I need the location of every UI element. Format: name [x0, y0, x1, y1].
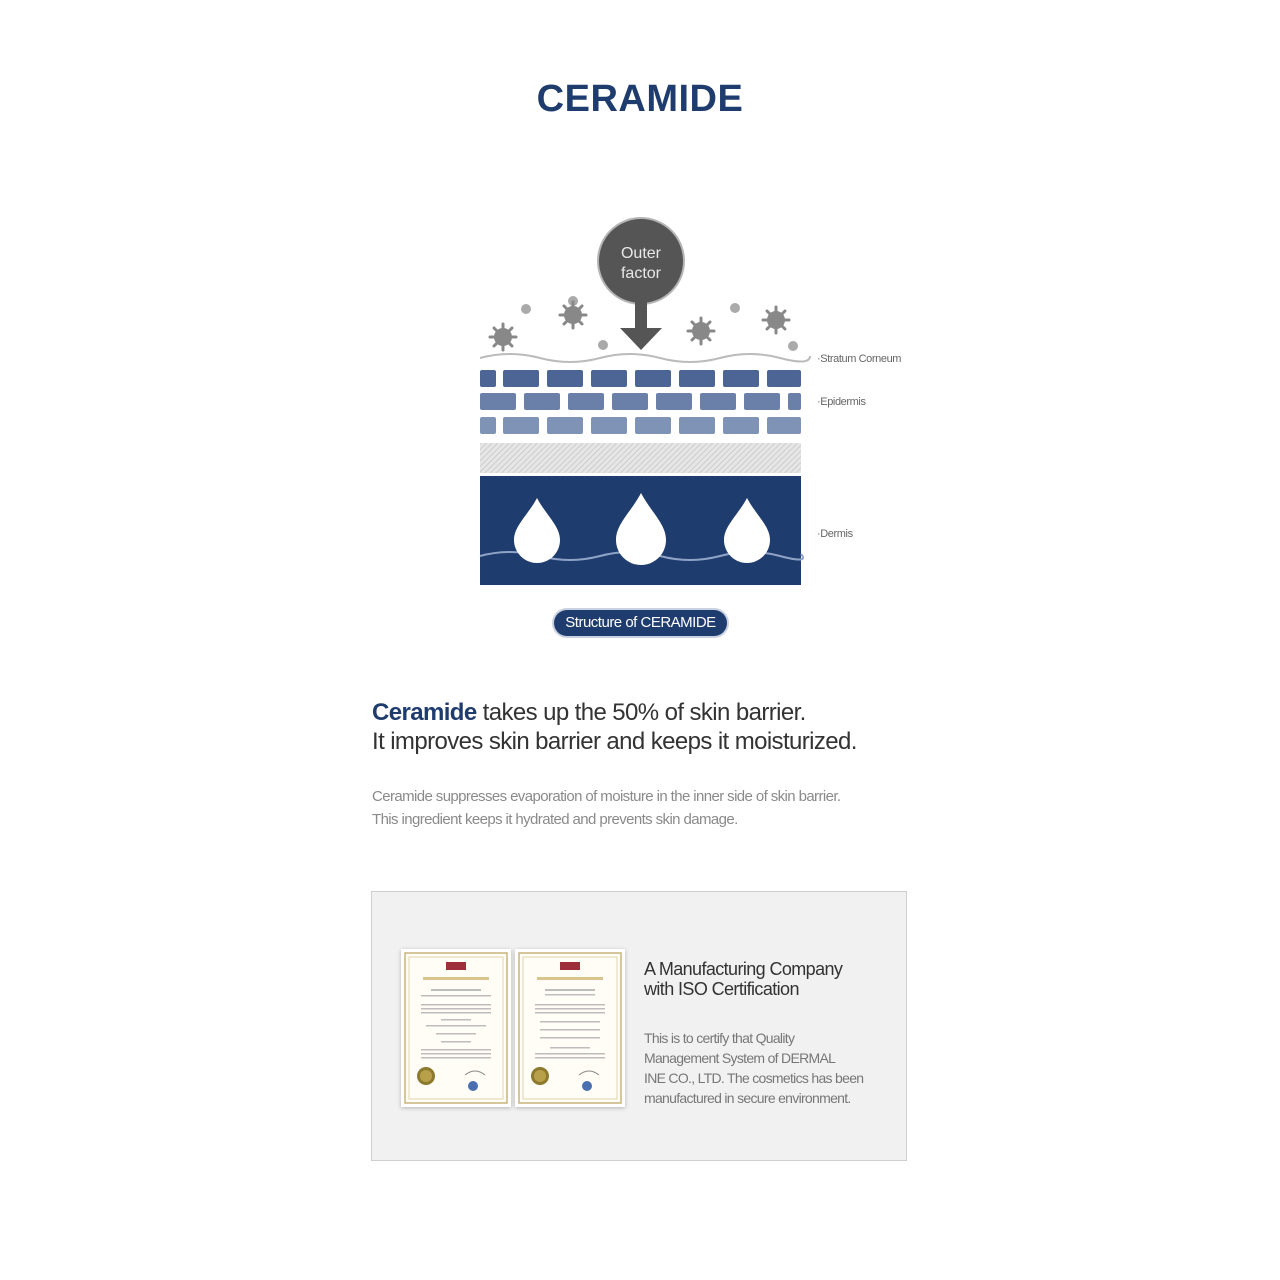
basal-layer [480, 443, 801, 473]
certification-title-line-1: A Manufacturing Company [644, 959, 843, 979]
outer-factor-arrow [598, 218, 684, 350]
page-title: CERAMIDE [536, 78, 744, 120]
ceramide-structure-diagram [470, 210, 940, 650]
certification-text-line-2: Management System of DERMAL [644, 1050, 836, 1066]
label-epidermis: ·Epidermis [817, 396, 866, 408]
headline-accent: Ceramide [372, 699, 477, 726]
diagram-caption: Structure of CERAMIDE [554, 610, 727, 636]
certification-text-line-1: This is to certify that Quality [644, 1030, 795, 1046]
headline-line2: It improves skin barrier and keeps it moisturized. [372, 728, 857, 755]
headline [372, 698, 857, 756]
body-line-2: This ingredient keeps it hydrated and prevents skin damage. [372, 811, 738, 828]
headline-line1: takes up the 50% of skin barrier. [476, 699, 806, 726]
certification-text-line-4: manufactured in secure environment. [644, 1090, 851, 1106]
outer-factor-label-2: factor [620, 265, 662, 282]
certification-description [644, 1028, 894, 1108]
certification-text-line-3: INE CO., LTD. The cosmetics has been [644, 1070, 864, 1086]
label-dermis: ·Dermis [817, 528, 853, 540]
certification-title-line-2: with ISO Certification [644, 979, 799, 999]
label-stratum-corneum: ·Stratum Corneum [817, 353, 902, 365]
outer-factor-label-1: Outer [620, 245, 662, 262]
certification-title [644, 959, 842, 999]
certification-panel [371, 891, 907, 1161]
epidermis-bricks [480, 370, 801, 434]
iso-certificate-image [401, 949, 511, 1107]
body-line-1: Ceramide suppresses evaporation of moisture in the inner side of skin barrier. [372, 788, 841, 805]
iso-certificate-image [515, 949, 625, 1107]
body-copy [372, 785, 840, 831]
stratum-corneum-line [480, 354, 810, 362]
